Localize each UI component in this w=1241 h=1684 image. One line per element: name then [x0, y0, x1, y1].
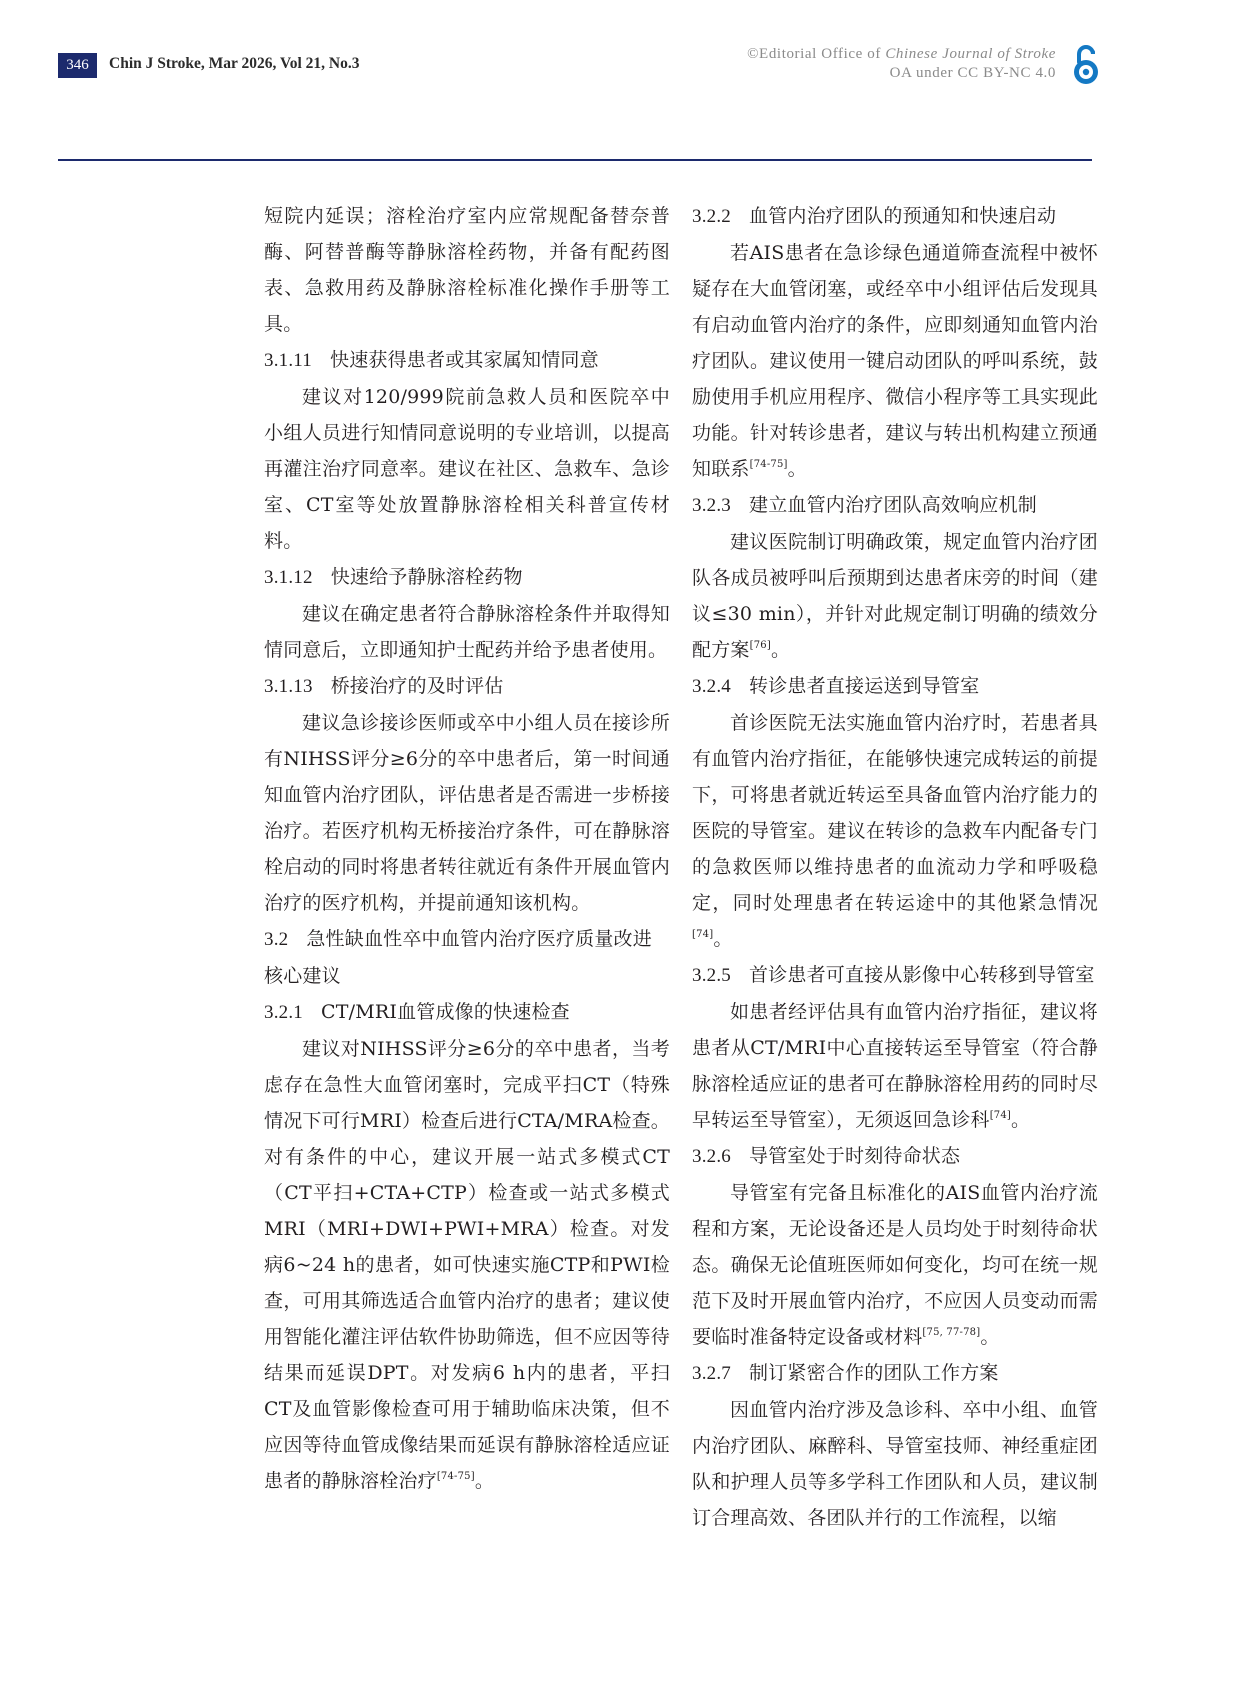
paragraph — [692, 235, 1098, 487]
section-heading — [264, 668, 670, 705]
paragraph: 因血管内治疗涉及急诊科、卒中小组、血管内治疗团队、麻醉科、导管室技师、神经重症团队和护理人员等多学科工作团队和人员，建议制订合理高效、各团队并行的工作流程，以缩 — [692, 1399, 1098, 1529]
paragraph — [692, 994, 1098, 1138]
paragraph — [692, 524, 1098, 668]
copyright-line — [747, 45, 1056, 64]
paragraph-end: 。 — [713, 928, 733, 950]
paragraph: 建议在确定患者符合静脉溶栓条件并取得知情同意后，立即通知护士配药并给予患者使用。 — [264, 603, 670, 661]
section-heading — [692, 1355, 1098, 1392]
section-number: 3.2.2 — [692, 206, 731, 227]
paragraph-end: 。 — [474, 1470, 495, 1492]
paragraph — [692, 1175, 1098, 1355]
journal-citation: Chin J Stroke, Mar 2026, Vol 21, No.3 — [109, 55, 360, 72]
section-title: 血管内治疗团队的预通知和快速启动 — [749, 205, 1057, 227]
section-number: 3.2.7 — [692, 1363, 731, 1384]
section-heading — [692, 198, 1098, 235]
section-heading — [692, 1138, 1098, 1175]
paragraph-text: 建议对NIHSS评分≥6分的卒中患者，当考虑存在急性大血管闭塞时，完成平扫CT（特殊情况下可行MRI）检查后进行CTA/MRA检查。对有条件的中心，建议开展一站式多模式CT（CT平扫+CTA+CTP）检查或一站式多模式MRI（MRI+DWI+PWI+MRA）检查。对发病6~24 h的患者，如可快速实施CTP和PWI检查，可用其筛选适合血管内治疗的患者；建议使用智能化灌注评估软件协助筛选，但不应因等待结果而延误DPT。对发病6 h内的患者，平扫CT及血管影像检查可用于辅助临床决策，但不应因等待血管成像结果而延误有静脉溶栓适应证患者的静脉溶栓治疗 — [264, 1038, 670, 1492]
paragraph: 建议急诊接诊医师或卒中小组人员在接诊所有NIHSS评分≥6分的卒中患者后，第一时间通知血管内治疗团队，评估患者是否需进一步桥接治疗。若医疗机构无桥接治疗条件，可在静脉溶栓启动的同时将患者转往就近有条件开展血管内治疗的医疗机构，并提前通知该机构。 — [264, 712, 670, 914]
paragraph: 短院内延误；溶栓治疗室内应常规配备替奈普酶、阿替普酶等静脉溶栓药物，并备有配药图表、急救用药及静脉溶栓标准化操作手册等工具。 — [264, 205, 670, 335]
header-rule — [58, 159, 1092, 161]
section-heading — [692, 487, 1098, 524]
citation-ref[interactable]: [74] — [989, 1110, 1012, 1121]
paragraph-end: 。 — [1011, 1109, 1031, 1131]
section-heading — [264, 994, 670, 1031]
section-title: 快速给予静脉溶栓药物 — [330, 566, 523, 588]
citation-ref[interactable]: [75, 77-78] — [922, 1327, 981, 1338]
copyright-journal-name: Chinese Journal of Stroke — [885, 46, 1056, 62]
section-heading — [692, 668, 1098, 705]
paragraph-text: 首诊医院无法实施血管内治疗时，若患者具有血管内治疗指征，在能够快速完成转运的前提下，可将患者就近转运至具备血管内治疗能力的医院的导管室。建议在转诊的急救车内配备专门的急救医师以维持患者的血流动力学和呼吸稳定，同时处理患者在转运途中的其他紧急情况 — [692, 712, 1098, 914]
paragraph-text: 如患者经评估具有血管内治疗指征，建议将患者从CT/MRI中心直接转运至导管室（符合静脉溶栓适应证的患者可在静脉溶栓用药的同时尽早转运至导管室），无须返回急诊科 — [692, 1001, 1098, 1131]
section-title: 导管室处于时刻待命状态 — [749, 1145, 961, 1167]
section-heading — [264, 559, 670, 596]
paragraph: 建议对120/999院前急救人员和医院卒中小组人员进行知情同意说明的专业培训，以提高再灌注治疗同意率。建议在社区、急救车、急诊室、CT室等处放置静脉溶栓相关科普宣传材料。 — [264, 386, 670, 552]
paragraph-end: 。 — [770, 639, 791, 661]
paragraph-text: 导管室有完备且标准化的AIS血管内治疗流程和方案，无论设备还是人员均处于时刻待命状态。确保无论值班医师如何变化，均可在统一规范下及时开展血管内治疗，不应因人员变动而需要临时准备特定设备或材料 — [692, 1182, 1098, 1348]
section-title: 急性缺血性卒中血管内治疗医疗质量改进核心建议 — [264, 928, 652, 987]
section-number: 3.2 — [264, 929, 289, 950]
citation-ref[interactable]: [74-75] — [436, 1471, 475, 1482]
section-heading — [264, 921, 670, 994]
section-heading — [692, 957, 1098, 994]
section-title: 转诊患者直接运送到导管室 — [749, 675, 980, 697]
section-title: 快速获得患者或其家属知情同意 — [330, 349, 599, 371]
section-heading — [264, 342, 670, 379]
paragraph — [264, 1031, 670, 1499]
paragraph-text: 若AIS患者在急诊绿色通道筛查流程中被怀疑存在大血管闭塞，或经卒中小组评估后发现具有启动血管内治疗的条件，应即刻通知血管内治疗团队。建议使用一键启动团队的呼叫系统，鼓励使用手机应用程序、微信小程序等工具实现此功能。针对转诊患者，建议与转出机构建立预通知联系 — [692, 242, 1098, 480]
paragraph-end: 。 — [980, 1326, 1000, 1348]
section-title: 建立血管内治疗团队高效响应机制 — [749, 494, 1038, 516]
section-number: 3.1.12 — [264, 567, 313, 588]
copyright-prefix: ©Editorial Office of — [747, 46, 886, 62]
open-access-lock-icon — [1070, 44, 1102, 86]
license-line: OA under CC BY-NC 4.0 — [889, 65, 1056, 81]
section-number: 3.2.4 — [692, 676, 731, 697]
section-number: 3.2.3 — [692, 495, 731, 516]
paragraph-end: 。 — [787, 458, 807, 480]
paragraph — [692, 705, 1098, 957]
section-title: 首诊患者可直接从影像中心转移到导管室 — [749, 964, 1095, 986]
section-title: 桥接治疗的及时评估 — [330, 675, 504, 697]
left-column — [264, 198, 670, 1499]
citation-ref[interactable]: [76] — [749, 640, 771, 651]
citation-ref[interactable]: [74] — [692, 929, 714, 940]
citation-ref[interactable]: [74-75] — [749, 459, 788, 470]
section-number: 3.2.1 — [264, 1002, 303, 1023]
section-title: CT/MRI血管成像的快速检查 — [321, 1001, 570, 1023]
section-number: 3.2.5 — [692, 965, 731, 986]
section-number: 3.1.13 — [264, 676, 313, 697]
section-number: 3.1.11 — [264, 350, 312, 371]
section-title: 制订紧密合作的团队工作方案 — [749, 1362, 999, 1384]
paragraph-text: 建议医院制订明确政策，规定血管内治疗团队各成员被呼叫后预期到达患者床旁的时间（建议≤30 min），并针对此规定制订明确的绩效分配方案 — [692, 531, 1098, 661]
copyright-notice — [747, 45, 1056, 83]
right-column — [692, 198, 1098, 1536]
page-number: 346 — [58, 53, 97, 78]
section-number: 3.2.6 — [692, 1146, 731, 1167]
